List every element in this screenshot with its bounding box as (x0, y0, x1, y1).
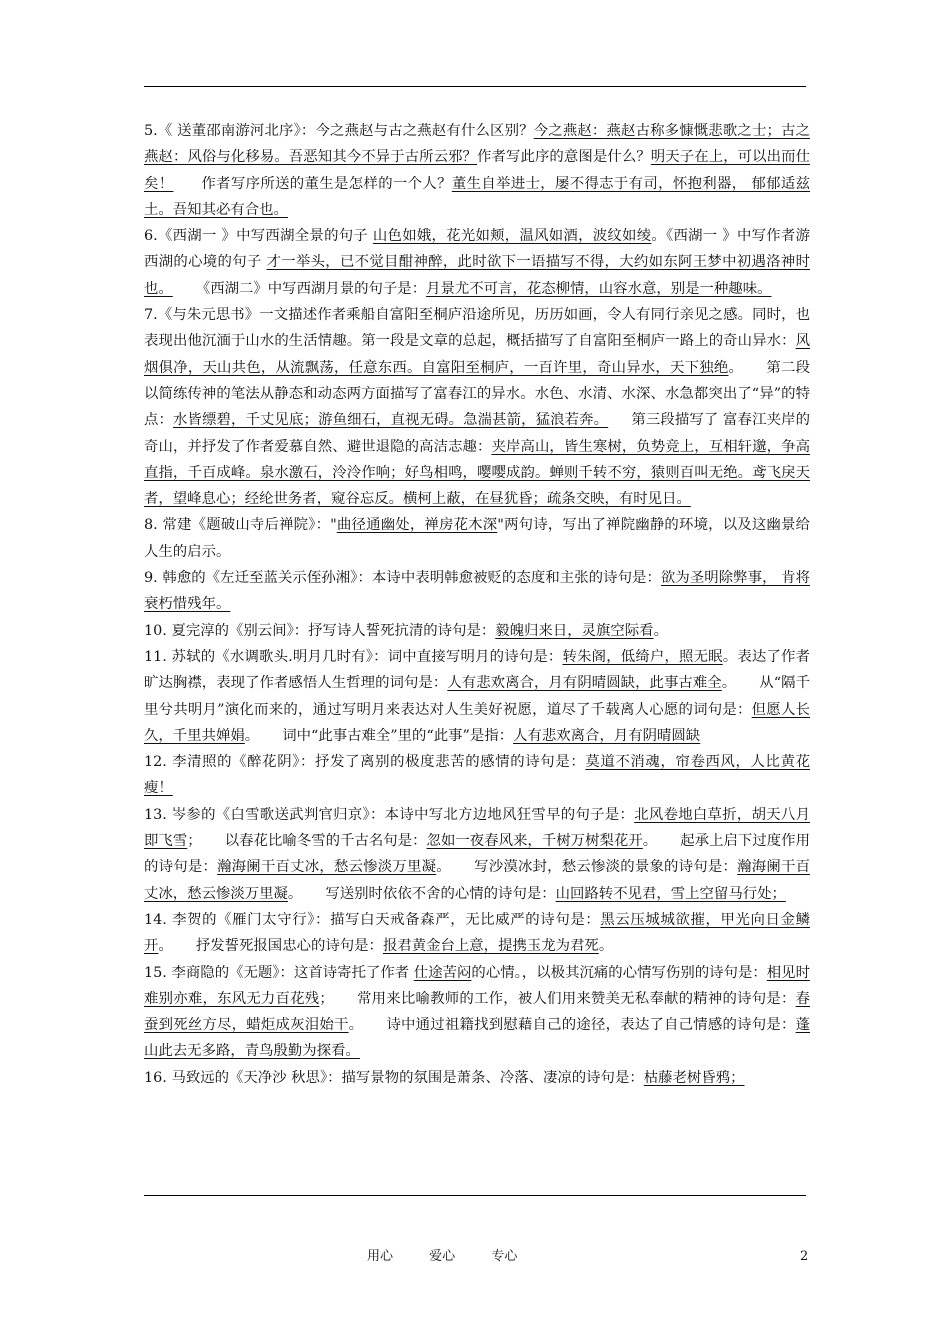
question-text: 。 (642, 833, 658, 850)
question-text: "两句诗，写出了禅院幽静的环境，以及这幽景给人生的启示。 (144, 517, 810, 560)
question-text: 抒发誓死报国忠心的诗句是： (195, 938, 383, 955)
answer-text: 春蚕到死丝方尽，蜡炬成灰泪始干 (144, 990, 810, 1034)
answer-text: 转朱阁，低绮户，照无眠 (562, 648, 723, 665)
answer-text: 今之燕赵：燕赵古称多慷慨悲歌之士；古之燕赵：风俗与化移易。吾恶知其今不异于古所云邪？ (144, 123, 810, 166)
question-text: ； (319, 990, 334, 1007)
answer-text: 黑云压城城欲摧，甲光向日金鳞开 (144, 911, 810, 955)
footer-rule (144, 1195, 806, 1196)
question-item (144, 960, 810, 1065)
question-item (144, 565, 810, 618)
question-item (144, 512, 810, 565)
header-rule (144, 86, 806, 87)
footer-motto (367, 1249, 549, 1265)
question-text: 常用来比喻教师的工作，被人们用来赞美无私奉献的精神的诗句是： (356, 990, 796, 1007)
question-text: 。 (244, 727, 260, 744)
question-text: 的心情。，以极其沉痛的心情写伤别的诗句是： (471, 964, 767, 981)
question-text: 11. 苏轼的《水调歌头.明月几时有》：词中直接写明月的诗句是： (144, 648, 563, 665)
question-text: 诗中通过祖籍找到慰藉自己的途径，表达了自己情感的诗句是： (386, 1017, 796, 1034)
answer-text: 夹岸高山，皆生寒树，负势竞上，互相轩邈，争高直指，千百成峰。泉水激石，泠泠作响；好鸟相鸣，嘤嘤成韵。蝉则千转不穷，猿则百叫无绝。鸢飞戾天者，望峰息心；经纶世务者，窥谷忘反。横柯上蔽，在昼犹昏；疏条交映，有时见日。 (144, 438, 810, 508)
answer-text: 瀚海阑干百丈冰，愁云惨淡万里凝 (217, 859, 437, 876)
answer-text: 风烟俱净，天山共色，从流飘荡，任意东西。自富阳至桐庐，一百许里，奇山异水，天下独绝 (144, 333, 810, 376)
question-item (144, 749, 810, 802)
question-text: 作者写序所送的董生是怎样的一个人？ (196, 175, 452, 192)
question-text: 。表达了作者旷达胸襟，表现了作者感悟人生哲理的词句是： (144, 648, 810, 692)
footer-label-1: 用心 (367, 1249, 394, 1264)
question-text: 写送别时依依不舍的心情的诗句是： (325, 885, 556, 902)
question-text: 7.《与朱元思书》一文描述作者乘船自富阳至桐庐沿途所见，历历如画，令人有同行亲见之感。同时，也表现出他沉湎于山水的生活情趣。第一段是文章的总起，概括描写了自富阳至桐庐一路上的奇山异水： (144, 307, 810, 350)
question-item (144, 644, 810, 749)
answer-text: 山回路转不见君，雪上空留马行处； (555, 885, 786, 902)
question-text: 10. 夏完淳的《别云间》：抒写诗人誓死抗清的诗句是： (144, 622, 496, 639)
answer-text: 仕途苦闷 (413, 964, 472, 981)
question-text: 。 (287, 885, 303, 902)
answer-text: 明天子在上，可以出而仕矣！ (144, 149, 810, 192)
answer-text: 蓬山此去无多路，青鸟殷勤为探看。 (144, 1017, 810, 1060)
answer-text: 才一举头，已不觉目酣神醉，此时欲下一语描写不得，大约如东阿王梦中初遇洛神时也。 (144, 254, 810, 297)
question-item (144, 802, 810, 907)
question-text: 。 (158, 938, 173, 955)
answer-text: 董生自举进士，屡不得志于有司，怀抱利器， 郁郁适兹土。吾知其必有合也。 (144, 175, 810, 218)
document-body (144, 118, 810, 1091)
answer-text: 人有悲欢离合，月有阴晴圆缺 (513, 727, 701, 744)
question-text: 起承上启下过度作用的诗句是： (144, 833, 810, 876)
question-text: 12. 李清照的《醉花阴》：抒发了离别的极度悲苦的感情的诗句是： (144, 754, 586, 771)
answer-text: 水皆缥碧，千丈见底；游鱼细石，直视无碍。急湍甚箭，猛浪若奔。 (173, 412, 609, 429)
question-text: 。 (436, 859, 451, 876)
question-item (144, 223, 810, 302)
question-text: 。 (598, 938, 614, 955)
question-item (144, 118, 810, 223)
answer-text: 曲径通幽处，禅房花木深 (336, 517, 498, 534)
question-text: 词中“此事古难全”里的“此事”是指： (282, 727, 514, 744)
answer-text: 但愿人长久，千里共婵娟 (144, 701, 810, 744)
question-text: 9. 韩愈的《左迁至蓝关示侄孙湘》：本诗中表明韩愈被贬的态度和主张的诗句是： (144, 570, 661, 587)
question-text: 《西湖二》中写西湖月景的句子是： (195, 280, 427, 297)
answer-text: 毅魄归来日，灵旗空际看 (495, 622, 654, 639)
question-text: 第三段描写了 富春江夹岸的奇山，并抒发了作者爱慕自然、避世退隐的高洁志趣： (144, 412, 810, 455)
question-text: 5.《 送董邵南游河北序》：今之燕赵与古之燕赵有什么区别？ (144, 123, 534, 139)
question-item (144, 302, 810, 512)
page-number: 2 (800, 1249, 809, 1264)
answer-text: 山色如娥，花光如颊，温风如酒，波纹如绫 (372, 228, 652, 245)
answer-text: 报君黄金台上意，提携玉龙为君死 (382, 938, 599, 955)
question-text: 15. 李商隐的《无题》：这首诗寄托了作者 (144, 964, 414, 981)
answer-text: 相见时难别亦难，东风无力百花残 (144, 964, 810, 1007)
question-item (144, 618, 810, 644)
question-text: 以春花比喻冬雪的千古名句是： (224, 833, 427, 850)
question-text: 16. 马致远的《天净沙 秋思》：描写景物的氛围是萧条、冷落、凄凉的诗句是： (144, 1069, 644, 1086)
question-text: 。 (348, 1017, 364, 1034)
answer-text: 北风卷地白草折，胡天八月即飞雪 (144, 806, 810, 850)
question-text: 。 (728, 359, 744, 376)
question-text: 。《西湖一 》中写作者游西湖的心境的句子 (144, 228, 810, 271)
question-text: 。 (653, 622, 668, 639)
footer-label-2: 爱心 (429, 1249, 456, 1264)
question-text: 写沙漠冰封，愁云惨淡的景象的诗句是： (473, 859, 738, 876)
answer-text: 忽如一夜春风来，千树万树梨花开 (426, 833, 643, 850)
answer-text: 月景尤不可言，花态柳情，山容水意，别是一种趣味。 (426, 280, 772, 297)
answer-text: 欲为圣明除弊事， 肯将衰朽惜残年。 (144, 570, 810, 613)
question-text: 从“隔千里兮共明月”演化而来的，通过写明月来表达对人生美好祝愿，道尽了千载离人心愿的词句是： (144, 675, 810, 718)
question-text: 第二段 以简练传神的笔法从静态和动态两方面描写了富春江的异水。水色、水清、水深、水急都突出了“异”的特点： (144, 359, 810, 429)
question-text: ； (187, 833, 202, 850)
footer-label-3: 专心 (491, 1249, 518, 1264)
question-text: 6.《西湖一 》中写西湖全景的句子 (144, 228, 373, 245)
answer-text: 枯藤老树昏鸦； (643, 1069, 745, 1086)
answer-text: 人有悲欢离合，月有阴晴圆缺，此事古难全 (447, 675, 722, 692)
question-text: 作者写此序的意图是什么？ (477, 149, 651, 166)
question-text: 14. 李贺的《雁门太守行》：描写白天戒备森严，无比威严的诗句是： (144, 911, 601, 928)
question-text: 13. 岑参的《白雪歌送武判官归京》：本诗中写北方边地风狂雪早的句子是： (144, 806, 635, 823)
question-text: 8. 常建《题破山寺后禅院》：" (144, 517, 337, 534)
question-item (144, 1065, 810, 1091)
question-text: 。 (721, 675, 737, 692)
answer-text: 莫道不消魂，帘卷西风，人比黄花瘦！ (144, 754, 810, 797)
question-item (144, 907, 810, 960)
answer-text: 瀚海阑干百丈冰，愁云惨淡万里凝 (144, 859, 810, 902)
